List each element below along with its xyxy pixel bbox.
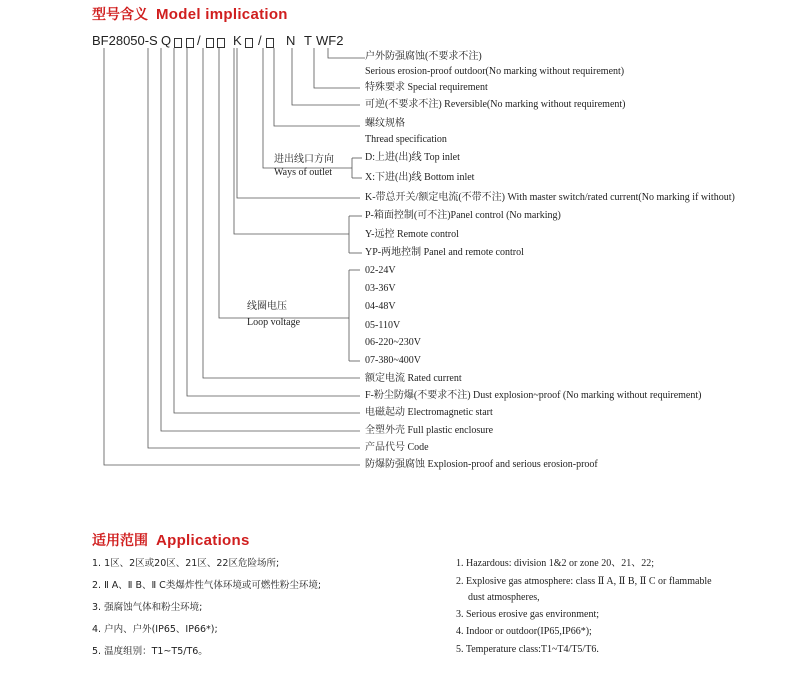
legend-ways-d: D:上进(出)线 Top inlet [365,152,460,163]
legend-ways-cn: 进出线口方向 [274,154,334,165]
code-prefix: BF28050- [92,33,150,48]
code-slash-2: / [258,33,262,48]
application-en-item: 5. Temperature class:T1~T4/T5/T6. [456,644,599,655]
applications-title-en: Applications [156,532,250,549]
voltage-item: 03-36V [365,283,396,294]
legend-reversible: 可逆(不要求不注) Reversible(No marking without requirement) [365,99,626,110]
code-n: N [286,33,296,48]
legend-thread-cn: 螺纹规格 [365,118,405,129]
application-en-item: dust atmospheres, [468,592,540,603]
application-en-item: 2. Explosive gas atmosphere: class Ⅱ A, Ⅱ B, Ⅱ C or flammable [456,576,712,587]
code-k: K [233,33,242,48]
legend-explosion-proof: 防爆防强腐蚀 Explosion-proof and serious erosion-proof [365,459,598,470]
legend-both-control: YP-两地控制 Panel and remote control [365,247,524,258]
voltage-item: 07-380~400V [365,355,421,366]
application-en-item: 4. Indoor or outdoor(IP65,IP66*); [456,626,592,637]
legend-special: 特殊要求 Special requirement [365,82,488,93]
legend-electromagnetic: 电磁起动 Electromagnetic start [365,407,493,418]
application-cn-item: 5. 温度组别：T1~T5/T6。 [92,646,208,657]
application-en-item: 1. Hazardous: division 1&2 or zone 20、21、22; [456,558,655,569]
applications-title-cn: 适用范围 [92,532,148,548]
legend-plastic-enclosure: 全塑外壳 Full plastic enclosure [365,425,494,436]
application-cn-item: 4. 户内、户外(IP65、IP66*); [92,624,218,635]
legend-loop-cn: 线圈电压 [247,301,287,312]
voltage-item: 05-110V [365,320,401,331]
legend-dust-proof: F-粉尘防爆(不要求不注) Dust explosion~proof (No marking without requirement) [365,390,702,401]
voltage-item: 04-48V [365,301,396,312]
legend-wf2-en: Serious erosion-proof outdoor(No marking without requirement) [365,66,625,77]
code-wf2: WF2 [316,33,344,48]
legend-master-switch: K-带总开关/额定电流(不带不注) With master switch/rated current(No marking if without) [365,192,735,203]
voltage-item: 02-24V [365,265,396,276]
legend-panel-control: P-箱面控制(可不注)Panel control (No marking) [365,210,561,221]
application-cn-item: 1. 1区、2区或20区、21区、22区危险场所; [92,558,280,569]
model-title-en: Model implication [156,6,288,23]
code-t: T [304,33,312,48]
code-s: S [149,33,158,48]
applications-title [92,530,250,550]
legend-ways-en: Ways of outlet [274,167,333,178]
legend-thread-en: Thread specification [365,134,447,145]
voltage-item: 06-220~230V [365,337,421,348]
legend-wf2-cn: 户外防强腐蚀(不要求不注) [365,51,482,62]
legend-ways-x: X:下进(出)线 Bottom inlet [365,172,475,183]
model-title-cn: 型号含义 [92,6,148,22]
application-cn-item: 3. 强腐蚀气体和粉尘环境; [92,602,203,613]
legend-loop-en: Loop voltage [247,317,301,328]
application-cn-item: 2. Ⅱ A、Ⅱ B、Ⅱ C类爆炸性气体环境或可燃性粉尘环境; [92,580,322,591]
legend-rated-current: 额定电流 Rated current [365,373,462,384]
code-q: Q [161,33,172,48]
legend-code: 产品代号 Code [365,442,429,453]
code-slash-1: / [197,33,201,48]
application-en-item: 3. Serious erosive gas environment; [456,609,600,620]
legend-remote-control: Y-远控 Remote control [365,229,459,240]
